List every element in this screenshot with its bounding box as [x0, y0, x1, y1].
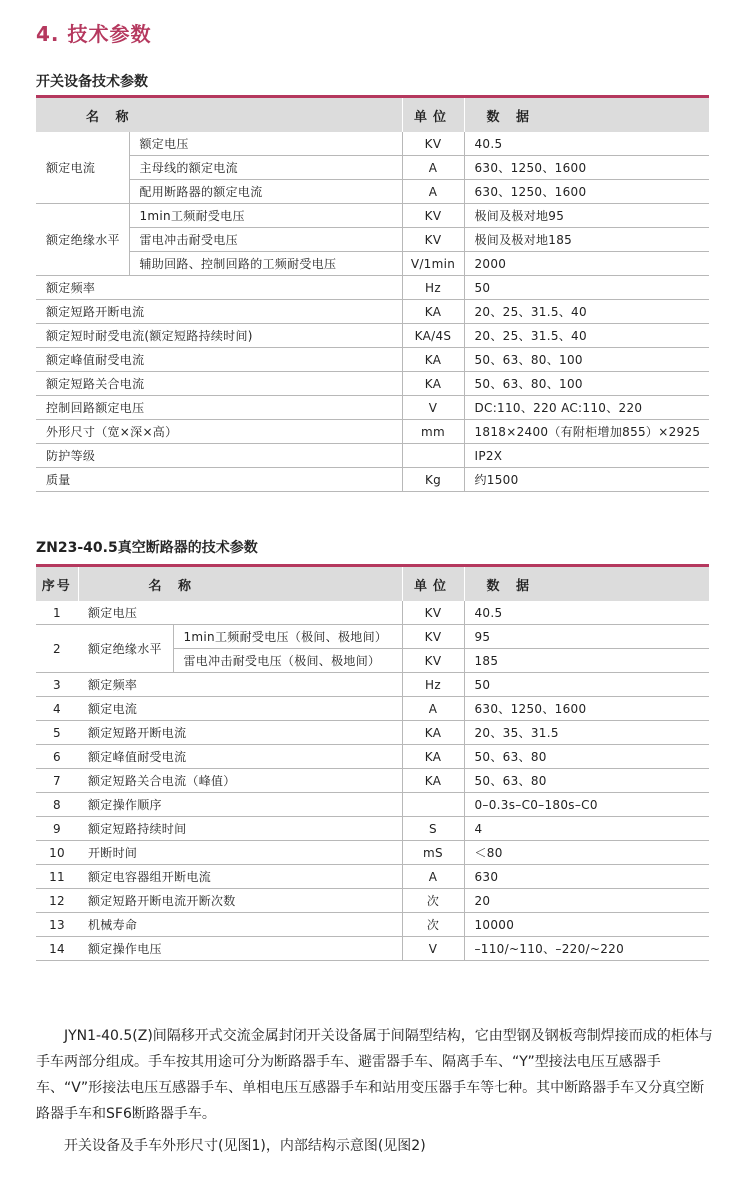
table-row	[36, 601, 709, 625]
table-row	[36, 228, 709, 252]
row-no: 7	[36, 769, 78, 793]
row-unit: KV	[402, 228, 464, 252]
row-no: 3	[36, 673, 78, 697]
row-no: 10	[36, 841, 78, 865]
table-header-row	[36, 98, 709, 132]
table-row	[36, 444, 709, 468]
table-header-row	[36, 567, 709, 601]
table-row	[36, 889, 709, 913]
table-row	[36, 673, 709, 697]
row-value: 1818×2400（有附柜增加855）×2925	[464, 420, 709, 444]
row-value: 50、63、80、100	[464, 372, 709, 396]
row-value: 10000	[464, 913, 709, 937]
row-name: 额定电流	[78, 697, 402, 721]
table-row	[36, 865, 709, 889]
row-name: 额定短路开断电流	[36, 300, 402, 324]
row-value: 50、63、80	[464, 769, 709, 793]
row-unit: KA	[402, 745, 464, 769]
row-name: 1min工频耐受电压（极间、极地间）	[173, 625, 402, 649]
row-name: 额定短路关合电流（峰值）	[78, 769, 402, 793]
row-name: 额定电容器组开断电流	[78, 865, 402, 889]
row-unit: S	[402, 817, 464, 841]
row-name: 额定短路开断电流开断次数	[78, 889, 402, 913]
table-row	[36, 697, 709, 721]
row-unit: V/1min	[402, 252, 464, 276]
table-row	[36, 841, 709, 865]
row-unit: KA/4S	[402, 324, 464, 348]
row-no: 14	[36, 937, 78, 961]
table-row	[36, 625, 709, 649]
row-name: 控制回路额定电压	[36, 396, 402, 420]
row-unit: KA	[402, 348, 464, 372]
table-row	[36, 793, 709, 817]
table-row	[36, 372, 709, 396]
row-value: 630	[464, 865, 709, 889]
table-row	[36, 156, 709, 180]
row-unit: Hz	[402, 673, 464, 697]
row-value: 95	[464, 625, 709, 649]
table-row	[36, 132, 709, 156]
header-name: 名 称	[78, 567, 402, 601]
table-row	[36, 252, 709, 276]
description-paragraph-1: JYN1-40.5(Z)间隔移开式交流金属封闭开关设备属于间隔型结构，它由型钢及钢板弯制焊接而成的柜体与手车两部分组成。手车按其用途可分为断路器手车、避雷器手车、隔离手车、“Y”型接法电压互感器手车、“V”形接法电压互感器手车、单相电压互感器手车和站用变压器手车等七种。其中断路器手车又分真空断路器手车和SF6断路器手车。	[36, 1028, 713, 1122]
switchgear-spec-table	[36, 98, 709, 492]
row-value: IP2X	[464, 444, 709, 468]
table-row	[36, 468, 709, 492]
row-name: 额定操作电压	[78, 937, 402, 961]
table-row	[36, 745, 709, 769]
row-unit: A	[402, 865, 464, 889]
row-no: 4	[36, 697, 78, 721]
header-data: 数 据	[464, 98, 709, 132]
row-value: 630、1250、1600	[464, 156, 709, 180]
row-value: 2000	[464, 252, 709, 276]
row-unit: mS	[402, 841, 464, 865]
row-value: 185	[464, 649, 709, 673]
row-name: 雷电冲击耐受电压	[129, 228, 402, 252]
row-value: 极间及极对地185	[464, 228, 709, 252]
row-value: 约1500	[464, 468, 709, 492]
table-row	[36, 420, 709, 444]
row-name: 额定频率	[78, 673, 402, 697]
header-unit: 单位	[402, 98, 464, 132]
row-unit: KV	[402, 625, 464, 649]
table-row	[36, 348, 709, 372]
row-value: 4	[464, 817, 709, 841]
row-unit: mm	[402, 420, 464, 444]
row-name: 开断时间	[78, 841, 402, 865]
table-row	[36, 396, 709, 420]
table-row	[36, 300, 709, 324]
row-unit	[402, 444, 464, 468]
table-row	[36, 721, 709, 745]
row-name: 额定短路持续时间	[78, 817, 402, 841]
row-no: 12	[36, 889, 78, 913]
row-no: 11	[36, 865, 78, 889]
row-name: 额定峰值耐受电流	[78, 745, 402, 769]
row-name: 质量	[36, 468, 402, 492]
row-unit: Kg	[402, 468, 464, 492]
row-name: 额定电压	[78, 601, 402, 625]
table-row	[36, 276, 709, 300]
row-name: 额定电压	[129, 132, 402, 156]
table-row	[36, 324, 709, 348]
row-unit: V	[402, 937, 464, 961]
row-name: 额定短路关合电流	[36, 372, 402, 396]
table1-title: 开关设备技术参数	[36, 74, 148, 90]
row-unit: A	[402, 697, 464, 721]
row-value: 50、63、80	[464, 745, 709, 769]
row-name: 主母线的额定电流	[129, 156, 402, 180]
header-unit: 单位	[402, 567, 464, 601]
breaker-spec-table	[36, 567, 709, 961]
row-value: 20、25、31.5、40	[464, 300, 709, 324]
table-row	[36, 913, 709, 937]
group-label: 额定电流	[36, 132, 129, 204]
table2-title: ZN23-40.5真空断路器的技术参数	[36, 540, 258, 556]
group-label: 额定绝缘水平	[78, 625, 173, 673]
row-value: 50	[464, 673, 709, 697]
row-name: 额定峰值耐受电流	[36, 348, 402, 372]
row-unit: KA	[402, 769, 464, 793]
row-name: 防护等级	[36, 444, 402, 468]
row-no: 6	[36, 745, 78, 769]
row-unit: KV	[402, 649, 464, 673]
table-row	[36, 937, 709, 961]
row-name: 额定操作顺序	[78, 793, 402, 817]
group-label: 额定绝缘水平	[36, 204, 129, 276]
row-value: 20	[464, 889, 709, 913]
row-name: 雷电冲击耐受电压（极间、极地间）	[173, 649, 402, 673]
row-unit: KV	[402, 132, 464, 156]
row-name: 额定短路开断电流	[78, 721, 402, 745]
row-unit: 次	[402, 889, 464, 913]
description-paragraph-2: 开关设备及手车外形尺寸(见图1)，内部结构示意图(见图2)	[64, 1138, 426, 1154]
row-value: ＜80	[464, 841, 709, 865]
row-name: 外形尺寸（宽×深×高）	[36, 420, 402, 444]
row-no: 8	[36, 793, 78, 817]
row-unit: KA	[402, 372, 464, 396]
header-no: 序号	[36, 567, 78, 601]
row-value: –110/~110、–220/~220	[464, 937, 709, 961]
header-name: 名 称	[36, 98, 402, 132]
row-value: 40.5	[464, 132, 709, 156]
row-no: 1	[36, 601, 78, 625]
row-unit: KV	[402, 204, 464, 228]
header-data: 数 据	[464, 567, 709, 601]
row-unit: 次	[402, 913, 464, 937]
row-no: 5	[36, 721, 78, 745]
row-unit: A	[402, 180, 464, 204]
section-title: 4. 技术参数	[36, 22, 152, 46]
row-name: 额定短时耐受电流(额定短路持续时间)	[36, 324, 402, 348]
row-value: 20、35、31.5	[464, 721, 709, 745]
description-text	[36, 1023, 718, 1159]
row-unit: A	[402, 156, 464, 180]
row-unit: V	[402, 396, 464, 420]
row-name: 机械寿命	[78, 913, 402, 937]
row-name: 1min工频耐受电压	[129, 204, 402, 228]
row-unit: KA	[402, 721, 464, 745]
row-name: 配用断路器的额定电流	[129, 180, 402, 204]
table-row	[36, 769, 709, 793]
row-name: 额定频率	[36, 276, 402, 300]
row-unit: Hz	[402, 276, 464, 300]
table-row	[36, 817, 709, 841]
row-name: 辅助回路、控制回路的工频耐受电压	[129, 252, 402, 276]
row-value: 50	[464, 276, 709, 300]
row-no: 2	[36, 625, 78, 673]
row-value: 630、1250、1600	[464, 180, 709, 204]
table-row	[36, 180, 709, 204]
row-no: 9	[36, 817, 78, 841]
row-value: DC:110、220 AC:110、220	[464, 396, 709, 420]
row-value: 630、1250、1600	[464, 697, 709, 721]
table-row	[36, 204, 709, 228]
row-value: 极间及极对地95	[464, 204, 709, 228]
row-value: 40.5	[464, 601, 709, 625]
row-unit	[402, 793, 464, 817]
row-unit: KA	[402, 300, 464, 324]
row-no: 13	[36, 913, 78, 937]
row-value: 20、25、31.5、40	[464, 324, 709, 348]
row-unit: KV	[402, 601, 464, 625]
row-value: 50、63、80、100	[464, 348, 709, 372]
row-value: 0–0.3s–C0–180s–C0	[464, 793, 709, 817]
